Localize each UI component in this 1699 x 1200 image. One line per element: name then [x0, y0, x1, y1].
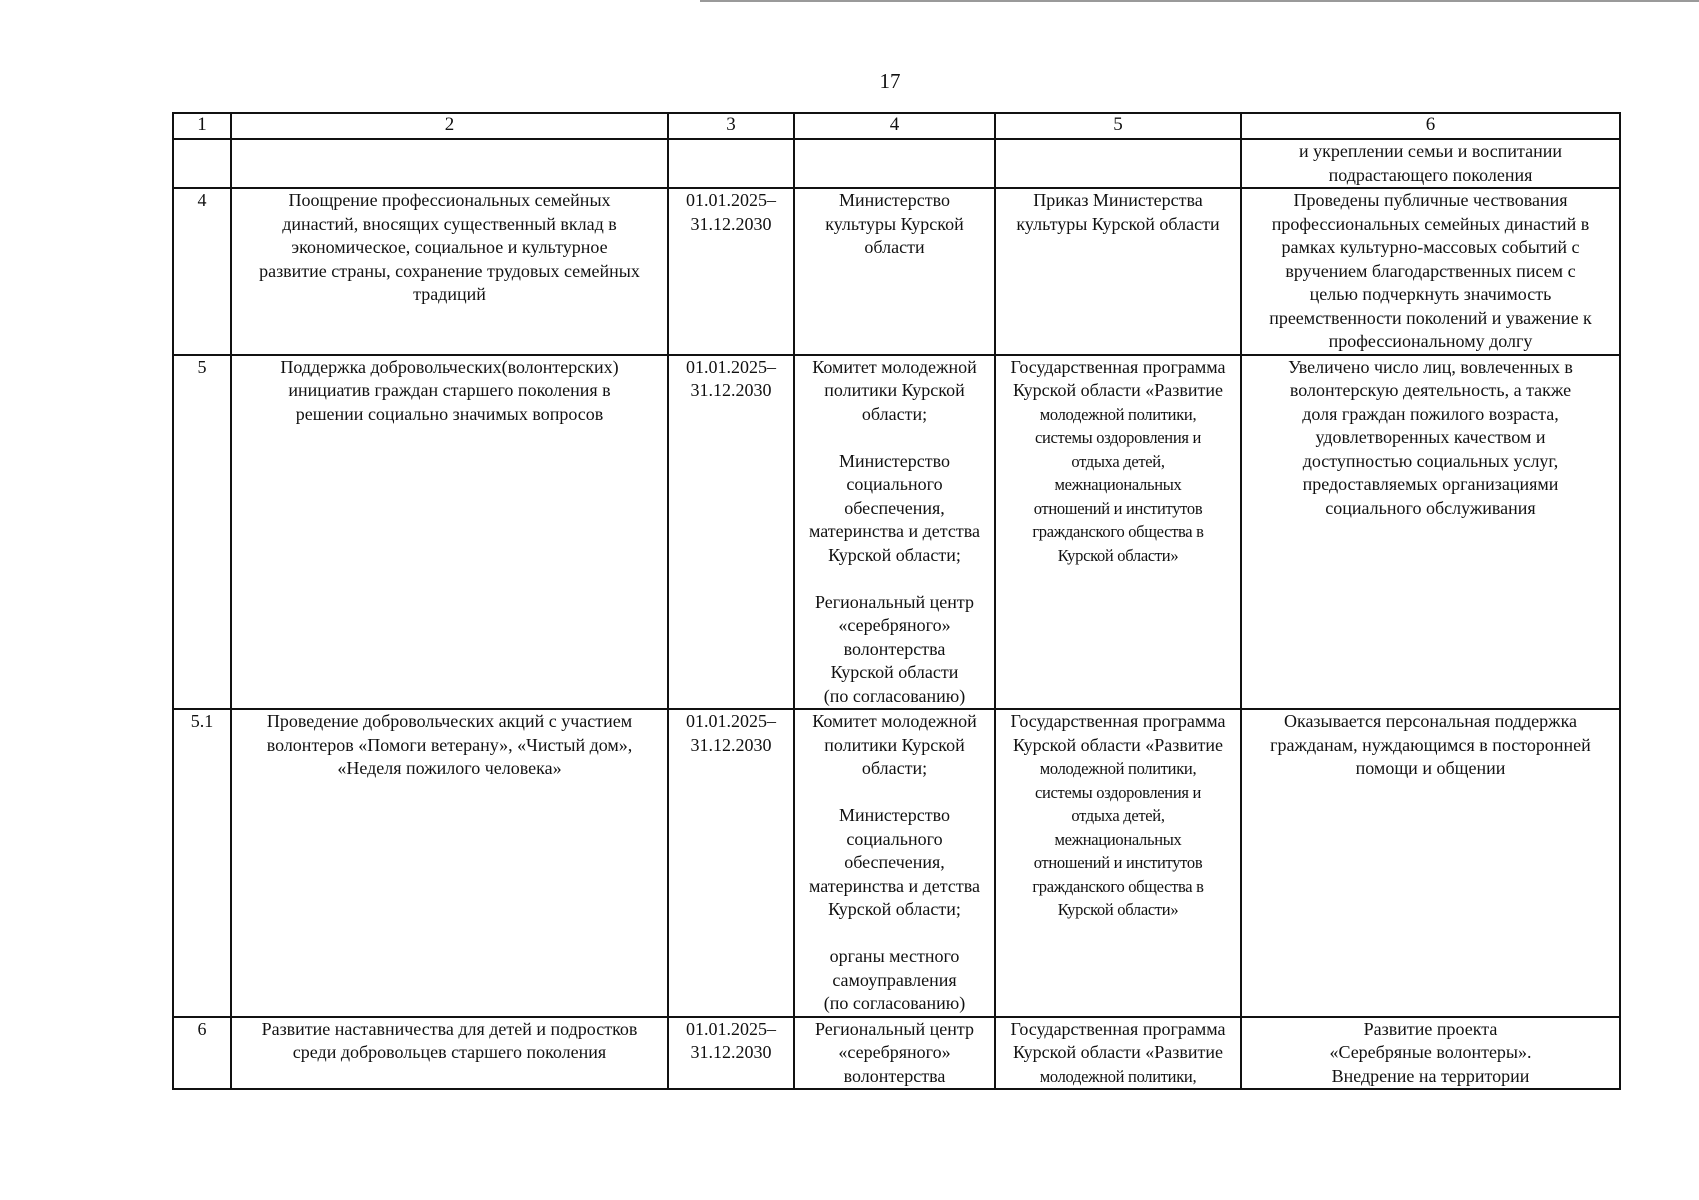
text-line: социального: [846, 474, 943, 494]
text-line: волонтерства: [843, 1065, 946, 1086]
text-line: культуры Курской: [825, 213, 964, 234]
text-line: (по согласованию): [823, 993, 966, 1013]
period-cell: [668, 1017, 794, 1090]
text-line: молодежной политики,: [1039, 404, 1197, 424]
text-line: гражданам, нуждающимся в посторонней: [1270, 734, 1591, 755]
text-line: традиций: [413, 284, 486, 304]
text-line: отдыха детей,: [1071, 451, 1165, 471]
text-line: среди добровольцев старшего поколения: [292, 1042, 607, 1062]
text-line: системы оздоровления и: [1034, 428, 1201, 447]
text-line: Государственная программа: [1010, 1018, 1226, 1039]
text-line: Курской области «Развитие: [1012, 380, 1223, 400]
text-line: Оказывается персональная поддержка: [1283, 711, 1578, 731]
text-line: самоуправления: [832, 969, 957, 990]
text-line: молодежной политики,: [1039, 759, 1197, 778]
table-row: [173, 1017, 1620, 1090]
text-line: политики Курской: [824, 734, 965, 755]
text-line: политики Курской: [824, 380, 965, 400]
text-line: подрастающего поколения: [1328, 164, 1533, 185]
period-cell: [668, 709, 794, 1017]
text-line: обеспечения,: [844, 497, 945, 518]
text-line: системы оздоровления и: [1034, 782, 1201, 802]
text-line: межнациональных: [1054, 475, 1182, 494]
column-header: 4: [794, 113, 995, 139]
text-line: «серебряного»: [838, 615, 951, 635]
text-line: 01.01.2025–: [686, 1018, 776, 1039]
text-line: Государственная программа: [1010, 356, 1226, 377]
text-line: материнства и детства: [809, 521, 980, 541]
num-cell: 5.1: [173, 709, 231, 1017]
document-cell: [995, 139, 1241, 188]
executors-cell: [794, 355, 995, 710]
result-cell: [1241, 139, 1620, 188]
text-line: 31.12.2030: [690, 213, 772, 234]
text-line: «серебряного»: [838, 1042, 951, 1062]
document-cell: [995, 1017, 1241, 1090]
text-line: волонтерства: [843, 638, 946, 659]
text-line: доля граждан пожилого возраста,: [1302, 403, 1559, 424]
executors-cell: [794, 1017, 995, 1090]
column-header: 6: [1241, 113, 1620, 139]
table-row: [173, 709, 1620, 1017]
text-line: Развитие наставничества для детей и подростков: [261, 1018, 638, 1039]
text-line: Региональный центр: [815, 591, 974, 612]
text-line: удовлетворенных качеством и: [1315, 427, 1546, 447]
text-line: области;: [861, 403, 928, 424]
text-line: отдыха детей,: [1071, 806, 1165, 825]
text-line: Государственная программа: [1010, 711, 1226, 731]
text-line: Проведение добровольческих акций с участием: [266, 711, 633, 731]
text-line: обеспечения,: [844, 852, 945, 872]
text-line: Поощрение профессиональных семейных: [288, 190, 611, 210]
text-line: вручением благодарственных писем с: [1285, 260, 1576, 281]
text-line: органы местного: [829, 946, 960, 966]
num-cell: 5: [173, 355, 231, 710]
text-line: доступностью социальных услуг,: [1302, 450, 1559, 471]
text-line: развитие страны, сохранение трудовых семейных: [259, 260, 640, 281]
text-line: Проведены публичные чествования: [1293, 190, 1568, 210]
page-number: 17: [879, 69, 901, 93]
text-line: 01.01.2025–: [686, 356, 776, 377]
period-cell: [668, 188, 794, 355]
period-cell: [668, 139, 794, 188]
text-line: социального обслуживания: [1325, 497, 1536, 518]
text-line: «Серебряные волонтеры».: [1329, 1042, 1532, 1062]
spacer: [797, 567, 992, 591]
text-line: экономическое, социальное и культурное: [291, 237, 608, 257]
text-line: Развитие проекта: [1363, 1018, 1498, 1039]
text-line: области: [864, 237, 925, 257]
executors-cell: [794, 139, 995, 188]
activity-cell: [231, 355, 668, 710]
column-number-row: [173, 113, 1620, 139]
spacer: [797, 781, 992, 805]
text-line: Курской области»: [1057, 545, 1179, 565]
text-line: Курской области: [830, 662, 959, 682]
num-cell: 4: [173, 188, 231, 355]
text-line: Внедрение на территории: [1331, 1065, 1530, 1086]
document-cell: [995, 188, 1241, 355]
text-line: Поддержка добровольческих(волонтерских): [280, 356, 619, 377]
text-line: волонтеров «Помоги ветерану», «Чистый дом»,: [266, 734, 633, 755]
activity-cell: [231, 709, 668, 1017]
text-line: помощи и общении: [1355, 758, 1506, 778]
continuation-row: [173, 139, 1620, 188]
text-line: 01.01.2025–: [686, 190, 776, 210]
result-cell: [1241, 1017, 1620, 1090]
column-header: 5: [995, 113, 1241, 139]
text-line: 31.12.2030: [690, 734, 772, 755]
num-cell: 6: [173, 1017, 231, 1090]
text-line: Комитет молодежной: [812, 356, 977, 377]
period-cell: [668, 355, 794, 710]
text-line: профессиональных семейных династий в: [1271, 213, 1590, 234]
result-cell: [1241, 709, 1620, 1017]
text-line: и укреплении семьи и воспитании: [1299, 141, 1562, 161]
executors-cell: [794, 188, 995, 355]
text-line: отношений и институтов: [1033, 498, 1203, 518]
text-line: Министерство: [839, 450, 950, 471]
text-line: целью подчеркнуть значимость: [1309, 284, 1552, 304]
text-line: 31.12.2030: [690, 380, 772, 400]
activity-cell: [231, 139, 668, 188]
spacer: [797, 426, 992, 450]
text-line: «Неделя пожилого человека»: [337, 758, 562, 778]
text-line: культуры Курской области: [1016, 213, 1220, 234]
text-line: Министерство: [839, 805, 950, 825]
text-line: Увеличено число лиц, вовлеченных в: [1288, 356, 1573, 377]
result-cell: [1241, 355, 1620, 710]
text-line: Региональный центр: [815, 1018, 974, 1039]
text-line: отношений и институтов: [1033, 853, 1203, 872]
text-line: преемственности поколений и уважение к: [1269, 307, 1592, 328]
measures-table: [172, 112, 1621, 1090]
text-line: Министерство: [839, 190, 950, 210]
text-line: решении социально значимых вопросов: [295, 403, 604, 424]
text-line: династий, вносящих существенный вклад в: [282, 213, 617, 234]
table-row: [173, 188, 1620, 355]
top-scan-rule: [700, 0, 1699, 2]
document-cell: [995, 709, 1241, 1017]
text-line: области;: [861, 758, 928, 778]
text-line: 01.01.2025–: [686, 711, 776, 731]
text-line: Курской области»: [1057, 900, 1179, 919]
text-line: профессиональному долгу: [1328, 331, 1533, 351]
text-line: Курской области «Развитие: [1012, 734, 1223, 755]
document-cell: [995, 355, 1241, 710]
text-line: (по согласованию): [823, 685, 966, 706]
text-line: Приказ Министерства: [1033, 190, 1203, 210]
text-line: гражданского общества в: [1032, 876, 1204, 896]
column-header: 1: [173, 113, 231, 139]
result-cell: [1241, 188, 1620, 355]
activity-cell: [231, 188, 668, 355]
table-row: [173, 355, 1620, 710]
text-line: Курской области «Развитие: [1012, 1042, 1223, 1062]
text-line: рамках культурно-массовых событий с: [1281, 237, 1580, 257]
text-line: гражданского общества в: [1032, 522, 1204, 541]
text-line: межнациональных: [1054, 829, 1182, 849]
text-line: социального: [846, 828, 943, 849]
text-line: материнства и детства: [809, 875, 980, 896]
column-header: 3: [668, 113, 794, 139]
text-line: 31.12.2030: [690, 1042, 772, 1062]
num-cell: [173, 139, 231, 188]
column-header: 2: [231, 113, 668, 139]
text-line: молодежной политики,: [1039, 1066, 1197, 1086]
text-line: предоставляемых организациями: [1302, 474, 1559, 494]
executors-cell: [794, 709, 995, 1017]
text-line: Курской области;: [828, 544, 961, 565]
text-line: Курской области;: [828, 899, 961, 919]
activity-cell: [231, 1017, 668, 1090]
spacer: [797, 922, 992, 946]
text-line: инициатив граждан старшего поколения в: [288, 380, 611, 400]
text-line: волонтерскую деятельность, а также: [1289, 380, 1572, 400]
text-line: Комитет молодежной: [812, 711, 977, 731]
